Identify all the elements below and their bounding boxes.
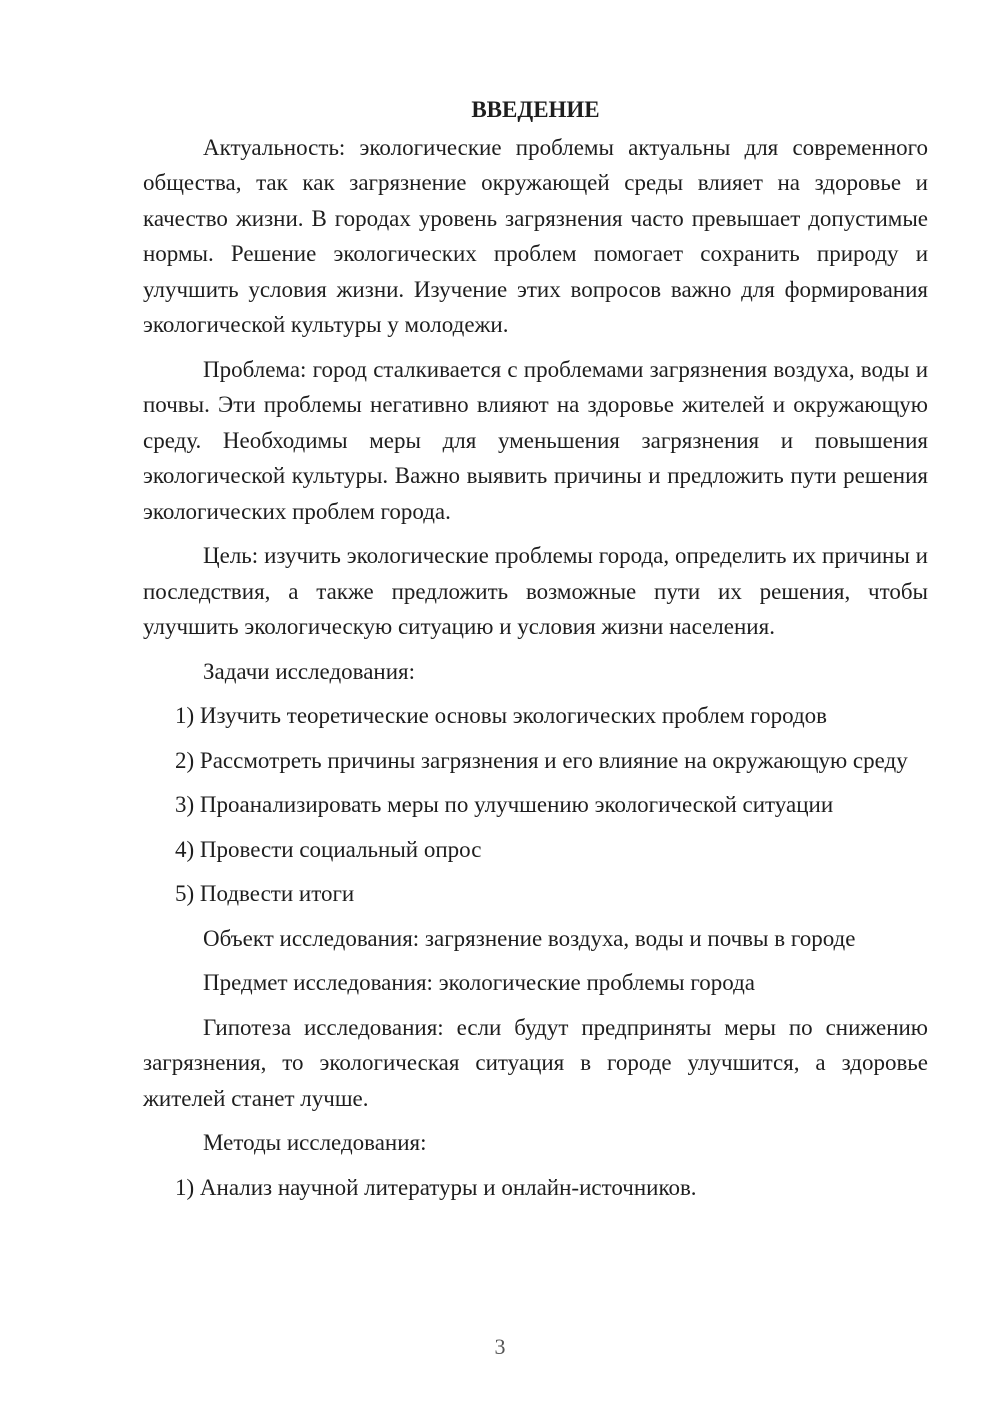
hypothesis-paragraph: Гипотеза исследования: если будут предприняты меры по снижению загрязнения, то экологическая ситуация в городе улучшится, а здоровье жителей станет лучше.: [143, 1014, 928, 1111]
tasks-heading: Задачи исследования:: [203, 658, 416, 684]
research-object: Объект исследования: загрязнение воздуха, воды и почвы в городе: [203, 925, 856, 951]
task-item: 4) Провести социальный опрос: [175, 836, 482, 862]
task-item: 1) Изучить теоретические основы экологических проблем городов: [175, 703, 828, 728]
research-subject: Предмет исследования: экологические проблемы города: [203, 970, 755, 995]
task-item: 3) Проанализировать меры по улучшению экологической ситуации: [175, 792, 834, 817]
relevance-paragraph: Актуальность: экологические проблемы актуальны для современного общества, так как загрязнение окружающей среды влияет на здоровье и качество жизни. В городах уровень загрязнения часто превышает допустимые нормы. Решение экологических проблем помогает сохранить природу и улучшить условия жизни. Изучение этих вопросов важно для формирования экологической культуры у молодежи.: [143, 134, 928, 337]
task-item: 2) Рассмотреть причины загрязнения и его влияние на окружающую среду: [175, 747, 908, 773]
problem-paragraph: Проблема: город сталкивается с проблемами загрязнения воздуха, воды и почвы. Эти проблемы негативно влияют на здоровье жителей и окружающую среду. Необходимы меры для уменьшения загрязнения и повышения экологической культуры. Важно выявить причины и предложить пути решения экологических проблем города.: [143, 356, 928, 524]
methods-heading: Методы исследования:: [203, 1130, 427, 1155]
page-number: 3: [494, 1334, 506, 1359]
task-item: 5) Подвести итоги: [175, 881, 355, 906]
method-item: 1) Анализ научной литературы и онлайн-источников.: [175, 1174, 697, 1200]
page-content: [143, 92, 928, 1214]
goal-paragraph: Цель: изучить экологические проблемы города, определить их причины и последствия, а также предложить возможные пути их решения, чтобы улучшить экологическую ситуацию и условия жизни населения.: [143, 543, 928, 639]
page-title: ВВЕДЕНИЕ: [471, 97, 600, 122]
